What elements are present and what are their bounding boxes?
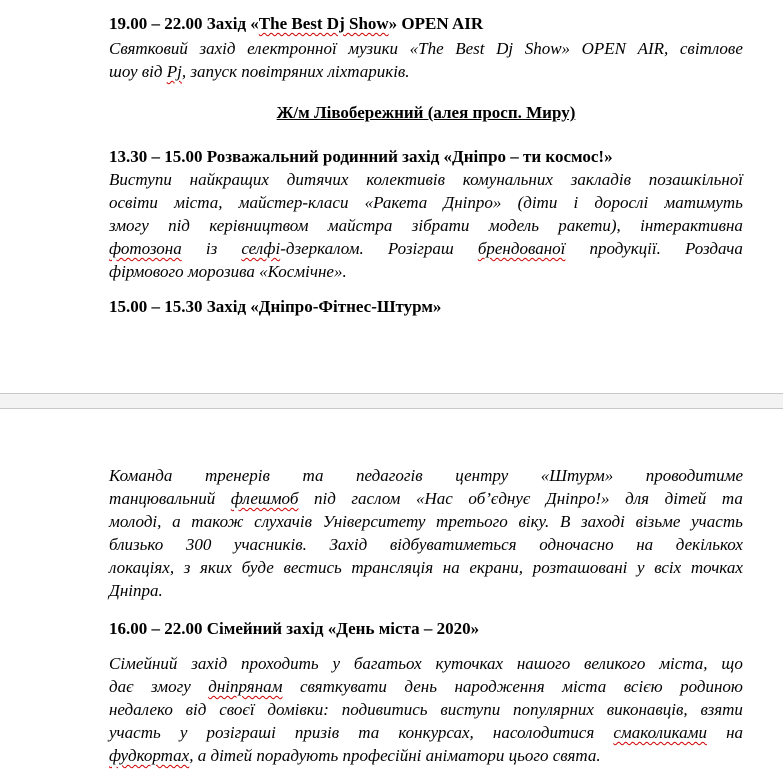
word: найкращих [189, 170, 269, 189]
word: народження [454, 677, 545, 696]
word: Університету [322, 512, 426, 531]
spellcheck-flag: брендованої [477, 239, 566, 258]
word: Команда [109, 466, 173, 485]
word: Сімейний [109, 654, 178, 673]
spellcheck-flag: смаколиками [613, 723, 707, 742]
word: селфі-дзеркалом. [241, 239, 364, 258]
word: об’єднує [468, 489, 531, 508]
event-heading-dj-show: 19.00 – 22.00 Захід «The Best Dj Show» OPEN AIR [109, 14, 484, 33]
paragraph-line [109, 37, 743, 60]
word: декількох [675, 535, 743, 554]
word: та [721, 489, 743, 508]
word: освіти [109, 193, 158, 212]
paragraph-line [109, 652, 743, 675]
word: своєї [219, 700, 255, 719]
word: вестись [283, 558, 342, 577]
word: великого [584, 654, 646, 673]
word: дитячих [286, 170, 349, 189]
spellcheck-flag: селфі [241, 239, 281, 258]
word: «Штурм» [540, 466, 614, 485]
word: світлове [679, 39, 743, 58]
word: змогу [109, 216, 149, 235]
word: «The [409, 39, 444, 58]
word: Show» [524, 39, 571, 58]
paragraph-line [109, 721, 743, 744]
word: виступи [440, 700, 501, 719]
word: «Ракета [364, 193, 428, 212]
event-description-city-day [109, 652, 743, 767]
word: у [637, 558, 645, 577]
word: що [721, 654, 743, 673]
word: майстер-класи [238, 193, 349, 212]
word: Виступи [109, 170, 172, 189]
word: Дніпро!» [545, 489, 610, 508]
paragraph-line [109, 533, 743, 556]
word: музики [348, 39, 399, 58]
word: Святковий [109, 39, 188, 58]
word: захід [191, 654, 228, 673]
word: виконавців, [606, 700, 688, 719]
word: взяти [700, 700, 743, 719]
word: участь [109, 723, 161, 742]
word [109, 237, 182, 260]
word: і [573, 193, 579, 212]
event-heading-fitness-storm: 15.00 – 15.30 Захід «Дніпро-Фітнес-Штурм» [109, 297, 442, 316]
word: зібрати [411, 216, 470, 235]
word: розташовані [532, 558, 628, 577]
word: нашого [516, 654, 571, 673]
word: молоді, [109, 512, 162, 531]
word: родиною [680, 677, 743, 696]
paragraph-line: Дніпра. [109, 581, 163, 600]
paragraph-line: фірмового морозива «Космічне». [109, 262, 347, 281]
word: Роздача [684, 239, 743, 258]
word: призів [294, 723, 340, 742]
word [208, 675, 282, 698]
word: міста, [174, 193, 223, 212]
word: популярних [513, 700, 594, 719]
spellcheck-flag: Pj [166, 62, 182, 81]
document-page-2 [0, 409, 783, 777]
paragraph-line [109, 464, 743, 487]
word: проходить [241, 654, 319, 673]
word: буде [241, 558, 274, 577]
word: педагогів [356, 466, 423, 485]
word: колективів [366, 170, 445, 189]
word: святкувати [299, 677, 387, 696]
spellcheck-flag: The Best Dj Show [258, 14, 389, 33]
word: третього [436, 512, 508, 531]
word: куточках [435, 654, 504, 673]
event-heading-city-day: 16.00 – 22.00 Сімейний захід «День міста – 2020» [109, 619, 480, 638]
page-break [0, 393, 783, 409]
word [613, 721, 707, 744]
word: відбуватиметься [389, 535, 517, 554]
word: дітей [664, 489, 707, 508]
word: точках [690, 558, 743, 577]
paragraph-line [109, 698, 743, 721]
paragraph-line: шоу від Pj, запуск повітряних ліхтариків. [109, 62, 410, 81]
word [231, 487, 299, 510]
word: яких [200, 558, 232, 577]
word: електронної [247, 39, 337, 58]
event-description-dnipro-cosmos [109, 168, 743, 283]
word: день [404, 677, 437, 696]
paragraph-line [109, 191, 743, 214]
word: з [183, 558, 191, 577]
word: гаслом [351, 489, 401, 508]
word: проводитиме [645, 466, 743, 485]
word: також [191, 512, 244, 531]
word: учасників. [233, 535, 307, 554]
word: на [726, 723, 743, 742]
word: недалеко [109, 700, 173, 719]
word: ракети), [558, 216, 621, 235]
word: комунальних [462, 170, 553, 189]
word: всіх [654, 558, 682, 577]
spellcheck-flag: фотозона [109, 239, 182, 258]
paragraph-line [109, 168, 743, 191]
word: Best [455, 39, 485, 58]
spellcheck-flag: фудкортах [109, 746, 190, 765]
word: танцювальний [109, 489, 216, 508]
word: тренерів [204, 466, 270, 485]
event-heading-dnipro-cosmos: 13.30 – 15.00 Розважальний родинний захід «Дніпро – ти космос!» [109, 147, 613, 166]
word: для [625, 489, 650, 508]
word: у [179, 723, 188, 742]
word: міста, [659, 654, 708, 673]
event-description-fitness-storm [109, 464, 743, 602]
paragraph-line [109, 556, 743, 579]
spellcheck-flag: флешмоб [230, 489, 299, 508]
word: Дніпро» [443, 193, 502, 212]
word: заході [581, 512, 625, 531]
word: закладів [570, 170, 631, 189]
word: інтерактивна [640, 216, 743, 235]
word: локаціях, [109, 558, 175, 577]
word: трансляція [351, 558, 434, 577]
paragraph-line [109, 675, 743, 698]
word: OPEN [581, 39, 627, 58]
word: розіграші [206, 723, 276, 742]
word: Захід [329, 535, 368, 554]
word: продукції. [589, 239, 661, 258]
spellcheck-flag: дніпрянам [208, 677, 283, 696]
word: у [332, 654, 341, 673]
word: (діти [517, 193, 558, 212]
word: від [185, 700, 207, 719]
word: подивитись [341, 700, 428, 719]
event-description-dj-show [109, 37, 743, 83]
word: слухачів [254, 512, 313, 531]
word: участь [691, 512, 743, 531]
word: 300 [185, 535, 212, 554]
word: із [205, 239, 218, 258]
word: багатьох [353, 654, 422, 673]
word: одночасно [539, 535, 614, 554]
word: дає [109, 677, 134, 696]
word: близько [109, 535, 164, 554]
word: AIR, [637, 39, 669, 58]
word: насолодитися [492, 723, 595, 742]
word: під [313, 489, 336, 508]
word: та [302, 466, 324, 485]
word: В [559, 512, 571, 531]
word: позашкільної [648, 170, 743, 189]
word: віку. [518, 512, 550, 531]
word: на [636, 535, 654, 554]
paragraph-line [109, 487, 743, 510]
word: домівки: [267, 700, 329, 719]
location-heading: Ж/м Лівобережний (алея просп. Миру) [276, 103, 576, 122]
word: та [358, 723, 380, 742]
paragraph-line [109, 237, 743, 260]
paragraph-line: фудкортах, а дітей порадують професійні аніматори цього свята. [109, 746, 601, 765]
word: міста [562, 677, 607, 696]
word: дорослі [594, 193, 649, 212]
word: матимуть [664, 193, 743, 212]
word: екрани, [469, 558, 524, 577]
word: під [168, 216, 190, 235]
paragraph-line [109, 510, 743, 533]
word: майстра [327, 216, 393, 235]
word: візьме [635, 512, 681, 531]
word: центру [455, 466, 509, 485]
word [478, 237, 566, 260]
word: а [172, 512, 181, 531]
word: Розіграш [387, 239, 454, 258]
word: керівництвом [209, 216, 309, 235]
word: «Нас [416, 489, 453, 508]
word: всією [623, 677, 663, 696]
word: модель [488, 216, 539, 235]
word: змогу [151, 677, 191, 696]
word: Dj [496, 39, 514, 58]
word: конкурсах, [398, 723, 474, 742]
word: захід [199, 39, 236, 58]
word: на [442, 558, 460, 577]
paragraph-line [109, 214, 743, 237]
